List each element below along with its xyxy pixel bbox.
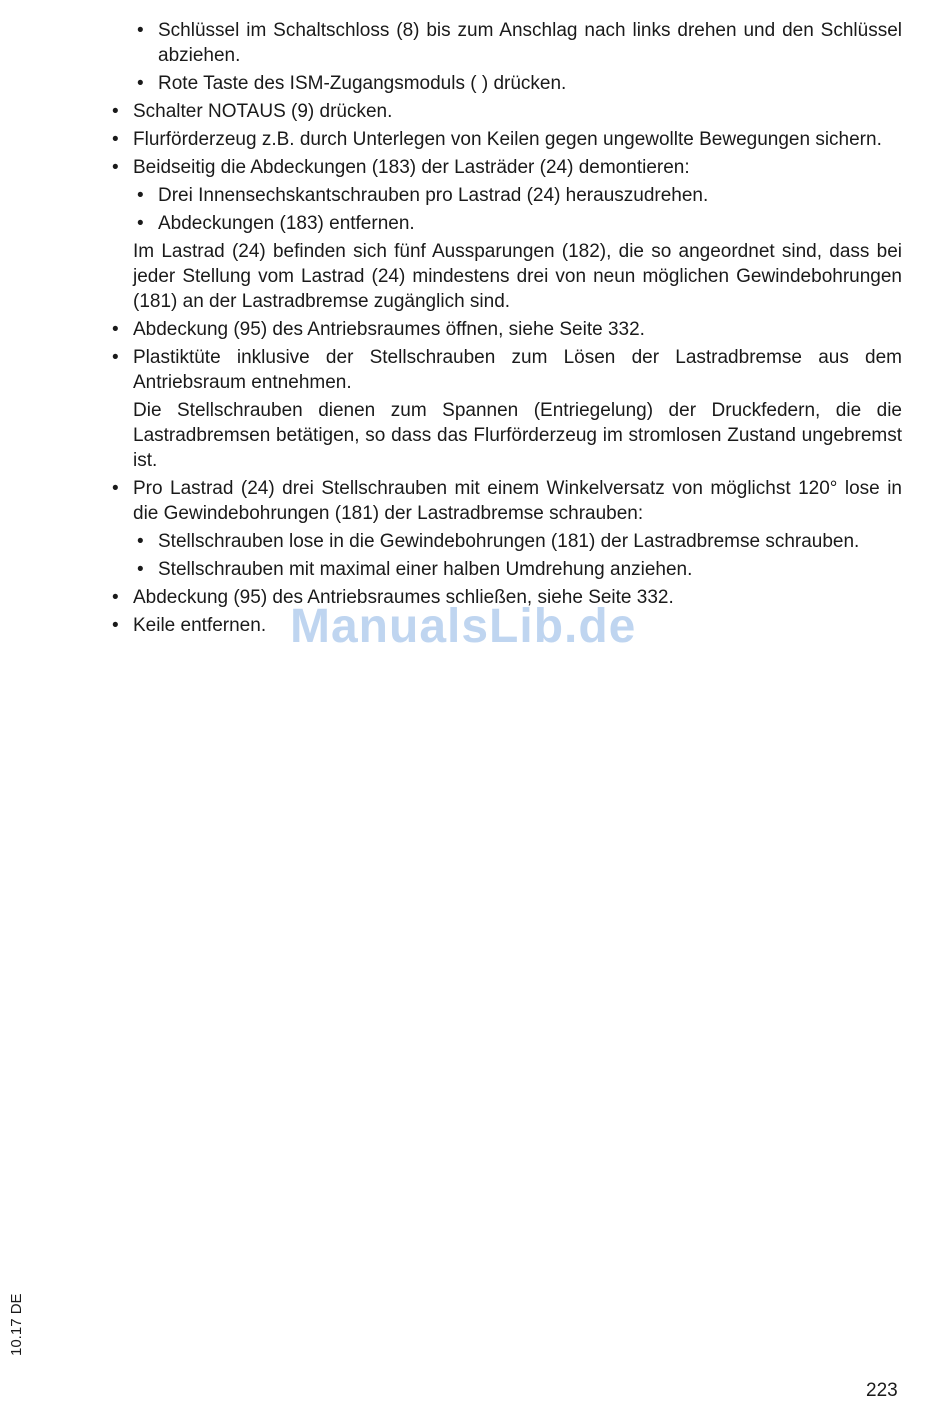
page-number: 223 [866,1380,898,1401]
paragraph: Die Stellschrauben dienen zum Spannen (Entriegelung) der Druckfedern, die die Lastradbremsen betätigen, so dass das Flurförderzeug im stromlosen Zustand ungebremst ist. [133,400,902,471]
bullet: • [137,185,144,206]
list-item [112,127,902,152]
list-item [112,317,902,342]
bullet: • [112,478,119,499]
list-item-text: Abdeckung (95) des Antriebsraumes öffnen, siehe Seite 332. [133,319,645,340]
list-item-text: Drei Innensechskantschrauben pro Lastrad (24) herauszudrehen. [158,185,709,206]
list-item-text: Keile entfernen. [133,615,267,636]
bullet: • [137,20,144,41]
list-item [112,345,902,395]
list-item-text: Schlüssel im Schaltschloss (8) bis zum Anschlag nach links drehen und den Schlüssel abziehen. [158,20,902,66]
list-item-sub [137,183,902,208]
list-item-text: Schalter NOTAUS (9) drücken. [133,101,393,122]
list-item [112,155,902,180]
bullet: • [112,347,119,368]
list-item-text: Pro Lastrad (24) drei Stellschrauben mit einem Winkelversatz von möglichst 120° lose in die Gewindebohrungen (181) der Lastradbremse schrauben: [133,478,902,524]
bullet: • [112,157,119,178]
bullet: • [112,101,119,122]
list-item-text: Stellschrauben mit maximal einer halben Umdrehung anziehen. [158,559,693,580]
bullet: • [112,319,119,340]
list-item-text: Flurförderzeug z.B. durch Unterlegen von Keilen gegen ungewollte Bewegungen sichern. [133,129,882,150]
bullet: • [137,73,144,94]
bullet: • [137,559,144,580]
bullet: • [137,213,144,234]
list-item-text: Abdeckungen (183) entfernen. [158,213,415,234]
list-item [112,476,902,526]
watermark: ManualsLib.de [290,600,637,653]
list-item-text: Stellschrauben lose in die Gewindebohrungen (181) der Lastradbremse schrauben. [158,531,860,552]
list-item-text: Rote Taste des ISM-Zugangsmoduls ( ) drücken. [158,73,567,94]
list-item-text: Abdeckung (95) des Antriebsraumes schließen, siehe Seite 332. [133,587,674,608]
bullet: • [137,531,144,552]
bullet: • [112,129,119,150]
paragraph: Im Lastrad (24) befinden sich fünf Aussparungen (182), die so angeordnet sind, dass bei jeder Stellung vom Lastrad (24) mindestens drei von neun möglichen Gewindebohrungen (181) an der Lastradbremse zugänglich sind. [133,241,902,312]
list-item [112,99,902,124]
list-item-sub [137,71,902,96]
revision-label: 10.17 DE [8,1293,25,1356]
list-item-sub [137,211,902,236]
document-body [112,18,902,653]
list-item-text: Plastiktüte inklusive der Stellschrauben zum Lösen der Lastradbremse aus dem Antriebsraum entnehmen. [133,347,902,393]
list-item-text: Beidseitig die Abdeckungen (183) der Lasträder (24) demontieren: [133,157,690,178]
list-item-sub [137,18,902,68]
list-item-sub [137,557,902,582]
bullet: • [112,615,119,636]
bullet: • [112,587,119,608]
list-item-sub [137,529,902,554]
